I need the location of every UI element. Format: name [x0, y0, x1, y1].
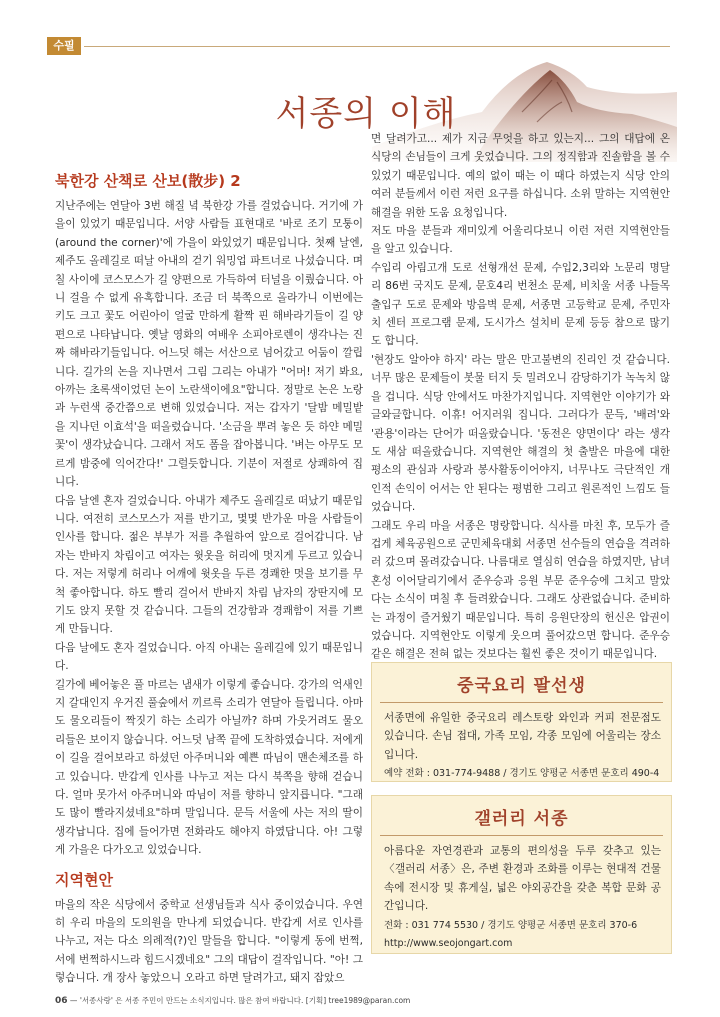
paragraph: 면 달려가고... 제가 지금 무엇을 하고 있는지... 그의 대답에 온 식당의 손님들이 크게 웃었습니다. 그의 정직함과 진솔함을 볼 수 있었기 때문입니다. 예의 없이 때는 이 때다 하였는지 식당 안의 여러 분들께서 이런 저런 요구를 하십니다. 소위 말하는 지역현안 해결을 위한 도움 요청입니다. — [371, 133, 670, 219]
paragraph: 그래도 우리 마을 서종은 명랑합니다. 식사를 마친 후, 모두가 즐겁게 체육공원으로 군민체육대회 서종면 선수들의 연습을 격려하러 갔으며 몰려갔습니다. 나름대로 열심히 연습을 하였지만, 남녀 혼성 이어달리기에서 준우승과 응원 부문 준우승에 그치고 말았다는 소식이 며칠 후 들려왔습니다. 그래도 상관없습니다. 준비하는 과정이 즐거웠기 때문입니다. 특히 응원단장의 헌신은 압권이었습니다. 지역현안도 이렇게 웃으며 풀어갔으면 합니다. 준우승 같은 해결은 전혀 없는 것보다는 훨씬 좋은 것이기 때문입니다. — [371, 519, 670, 661]
paragraph: '현장도 알아야 하지' 라는 말은 만고불변의 진리인 것 같습니다. 너무 많은 문제들이 봇물 터지 듯 밀려오니 감당하기가 녹녹치 않을 겁니다. 식당 안에서도 마찬가지입니다. 지역현안 이야기가 와글와글합니다. 이휴! 어지러워 집니다. 그러다가 문득, '배려'와 '관용'이라는 단어가 떠올랐습니다. '동전은 양면이다' 라는 생각도 새삼 떠올랐습니다. 지역현안 해결의 첫 출발은 마을에 대한 평소의 관심과 사랑과 봉사활동이어야지, 너무나도 극단적인 개인적 손익이 어서는 안 된다는 평범한 그리고 원론적인 느낌도 들었습니다. — [371, 353, 670, 514]
left-column — [55, 171, 363, 988]
section-tab — [47, 37, 81, 55]
ad-chinese-restaurant — [371, 662, 672, 782]
section-heading-local-issues: 지역현안 — [55, 870, 113, 889]
ad-contact: 예약 전화 : 031-774-9488 / 경기도 양평군 서종면 문호리 490-4 — [384, 768, 660, 780]
ad-body: 아름다운 자연경관과 교통의 편의성을 두루 갖추고 있는 〈갤러리 서종〉은, 주변 환경과 조화를 이루는 현대적 건물 속에 전시장 및 휴게실, 넓은 야외공간을 갖춘 복합 문화 공간입니다. — [384, 845, 661, 913]
ad-divider — [380, 835, 663, 836]
ad-divider — [380, 702, 663, 703]
paragraph: 수입리 아림고개 도로 선형개선 문제, 수입2,3리와 노문리 명달리 86번 국지도 문제, 문호4리 번천소 문제, 비치울 서종 나들목 출입구 도로 문제와 방음벽 문제, 서종면 고등학교 문제, 주민자치 센터 프로그램 문제, 도시가스 설치비 문제 등등 참으로 많기도 합니다. — [371, 261, 670, 348]
ad-title: 갤러리 서종 — [474, 809, 569, 829]
paragraph: 지난주에는 연달아 3번 해질 녘 북한강 가를 걸었습니다. 거기에 가을이 있었기 때문입니다. 서양 사람들 표현대로 '바로 조기 모퉁이(around the corner)'에 가을이 와있었기 때문입니다. 첫째 날엔, 제주도 올레길로 떠날 아내의 걷기 워밍업 파트너로 나섰습니다. 며칠 사이에 코스모스가 길 양편으로 가득하여 터널을 이뤘습니다. 아니 걸을 수 없게 유혹합니다. 조금 더 북쪽으로 올라가니 이번에는 키도 크고 꽃도 어린아이 얼굴 만하게 활짝 핀 해바라기들이 길 양편으로 나타납니다. 옛날 영화의 여배우 소피아로렌이 생각나는 진짜 해바라기들입니다. 어느덧 해는 서산으로 넘어갔고 어둠이 깔립니다. 길가의 논을 지나면서 그림 그리는 아내가 "어머! 저기 봐요, 아까는 초록색이었던 논이 노란색이에요"합니다. 정말로 논은 노랑과 누런색 중간쯤으로 변해 있었습니다. 저는 갑자기 '달밤 메밀밭을 지나던 이효석'을 떠올렸습니다. '소금을 뿌려 놓은 듯 하얀 메밀꽃'이 생각났습니다. 그래서 저도 폼을 잡아봅니다. '벼는 아무도 모르게 밤중에 익어간다!' 그럴듯합니다. 기분이 저절로 상쾌하여 집니다. — [55, 200, 363, 489]
ad-contact: 전화 : 031 774 5530 / 경기도 양평군 서종면 문호리 370-6 — [384, 919, 638, 931]
page-footer: 06 — '서종사랑' 은 서종 주민이 만드는 소식지입니다. 많은 참여 바랍니다. [기획] tree1989@paran.com — [55, 996, 411, 1006]
ad-gallery — [371, 795, 672, 954]
paragraph: 다음 날에도 혼자 걸었습니다. 아직 아내는 올레길에 있기 때문입니다. — [55, 641, 363, 673]
section-tab-label: 수필 — [53, 39, 75, 52]
right-column — [371, 130, 670, 683]
paragraph: 길가에 베어놓은 풀 마르는 냄새가 이렇게 좋습니다. 강가의 억새인지 갈대인지 우거진 풀숲에서 끼르륵 소리가 연달아 들립니다. 아마도 물오리들이 짝짓기 하는 소리가 아닐까? 하며 가웃거려도 물오리들은 보이지 않습니다. 어느덧 남쪽 끝에 도착하였습니다. 저에게 이 길을 걸어보라고 하셨던 아주머니와 예쁜 따님이 맨손체조를 하고 있습니다. 반갑게 인사를 나누고 저는 다시 북쪽을 향해 걷습니다. 얼마 못가서 아주머니와 따님이 저를 향하니 앞지릅니다. "그래도 많이 빨라지셨네요"하며 말입니다. 문득 서울에 사는 저의 딸이 생각납니다. 집에 들어가면 전화라도 해야지 하였답니다. 아! 그렇게 가을은 다가오고 있었습니다. — [55, 678, 363, 857]
paragraph: 마을의 작은 식당에서 중학교 선생님들과 식사 중이었습니다. 우연히 우리 마을의 도의원을 만나게 되었습니다. 반갑게 서로 인사를 나누고, 저는 다소 의례적(?)인 말들을 합니다. "이렇게 동에 번쩍, 서에 번쩍하시느라 힘드시겠네요" 그의 대답이 걸작입니다. "아! 그렇습니다. 개 장사 놓았으니 오라고 하면 달려가고, 돼지 잡았으 — [55, 898, 363, 985]
footer-text: '서종사랑' 은 서종 주민이 만드는 소식지입니다. 많은 참여 바랍니다. [기획] tree1989@paran.com — [79, 996, 411, 1005]
page-title: 서종의 이해 — [275, 94, 457, 134]
page-number: 06 — [55, 996, 68, 1006]
paragraph: 다음 날엔 혼자 걸었습니다. 아내가 제주도 올레길로 떠났기 때문입니다. 여전히 코스모스가 저를 반기고, 몇몇 반가운 마을 사람들이 인사를 합니다. 젊은 부부가 저를 추월하여 앞으로 걸어갑니다. 남자는 반바지 차림이고 여자는 윗옷을 허리에 멋지게 두르고 있습니다. 저는 저렇게 허리나 어깨에 윗옷을 두른 경쾌한 멋을 보기를 무척 좋아합니다. 하도 빨리 걸어서 반바지 차림 남자의 장딴지에 모기도 앉지 못할 것 같습니다. 그들의 건강함과 경쾌함이 저를 기쁘게 만듭니다. — [55, 494, 363, 636]
ad-title: 중국요리 팔선생 — [457, 676, 586, 696]
ad-body: 서종면에 유일한 중국요리 레스토랑 와인과 커피 전문점도 있습니다. 손님 접대, 가족 모임, 각종 모임에 어울리는 장소입니다. — [384, 712, 661, 761]
article-heading: 북한강 산책로 산보(散步) 2 — [55, 172, 241, 190]
paragraph: 저도 마을 분들과 재미있게 어울리다보니 이런 저런 지역현안들을 알고 있습니다. — [371, 225, 670, 256]
header-divider — [84, 46, 670, 47]
ad-website-link[interactable]: http://www.seojongart.com — [384, 937, 513, 949]
